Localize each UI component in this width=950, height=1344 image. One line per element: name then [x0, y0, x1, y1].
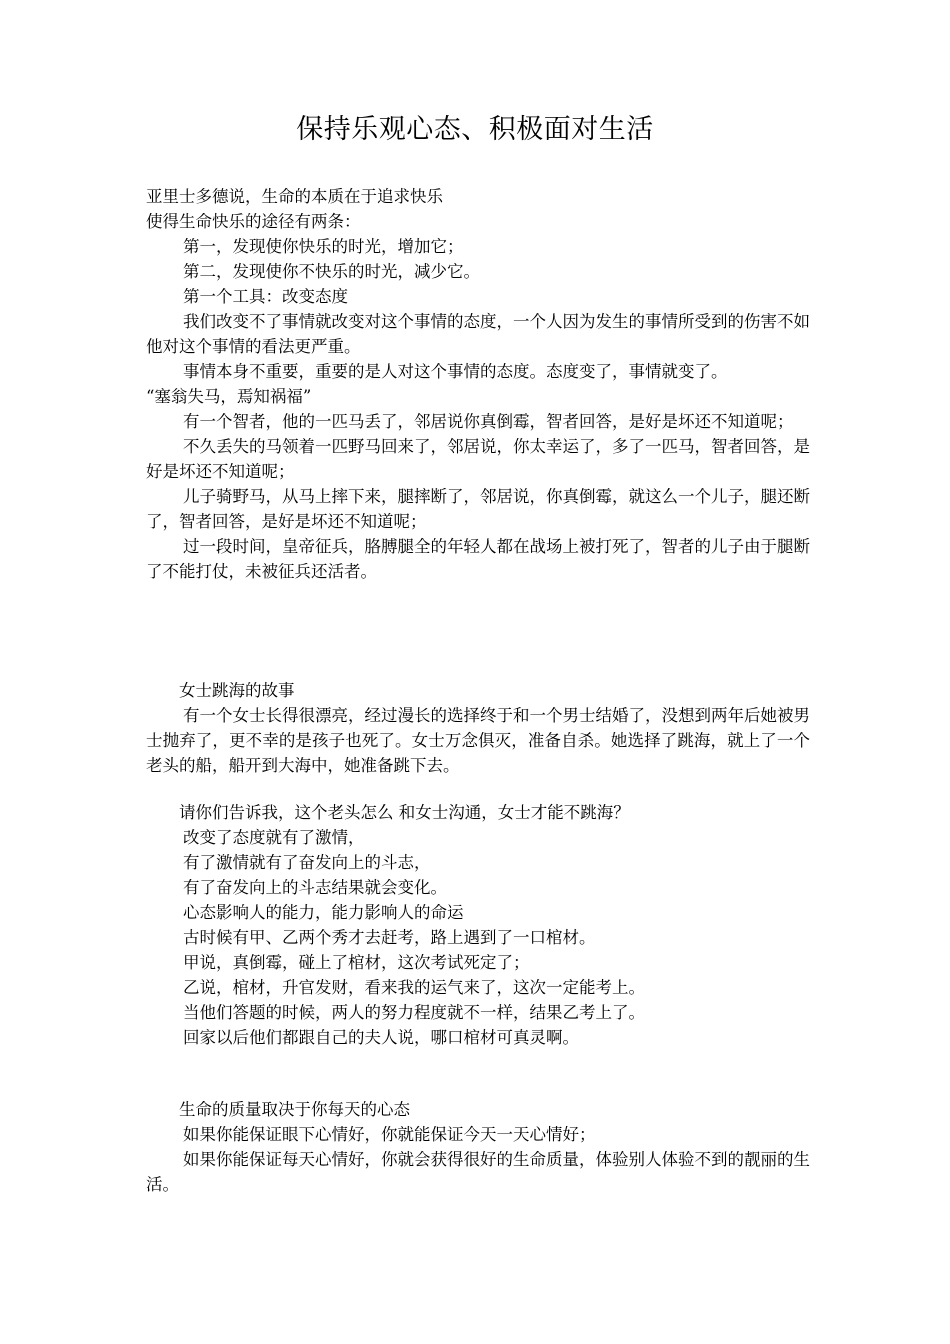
paragraph: 有一个女士长得很漂亮，经过漫长的选择终于和一个男士结婚了，没想到两年后她被男士抛弃了，更不幸的是孩子也死了。女士万念俱灭，准备自杀。她选择了跳海，就上了一个老头的船，船开到大海中，她准备跳下去。	[146, 706, 810, 775]
paragraph: 甲说，真倒霉，碰上了棺材，这次考试死定了；	[183, 953, 530, 972]
paragraph: 回家以后他们都跟自己的夫人说，哪口棺材可真灵啊。	[183, 1028, 579, 1047]
section-life-quality	[146, 1097, 810, 1197]
paragraph: 儿子骑野马，从马上摔下来，腿摔断了，邻居说，你真倒霉，就这么一个儿子，腿还断了，智者回答，是好是坏还不知道呢；	[146, 487, 810, 531]
paragraph: 古时候有甲、乙两个秀才去赶考，路上遇到了一口棺材。	[183, 928, 596, 947]
question: 请你们告诉我，这个老头怎么 和女士沟通，女士才能不跳海？	[179, 803, 630, 822]
paragraph: 改变了态度就有了激情，	[183, 828, 365, 847]
section-heading: 女士跳海的故事	[179, 681, 295, 700]
paragraph: 第一，发现使你快乐的时光，增加它；	[183, 237, 464, 256]
paragraph: 第二，发现使你不快乐的时光，减少它。	[183, 262, 480, 281]
paragraph: 有了奋发向上的斗志结果就会变化。	[183, 878, 447, 897]
paragraph: 有一个智者，他的一匹马丢了，邻居说你真倒霉，智者回答，是好是坏还不知道呢；	[183, 412, 794, 431]
section-heading: 第一个工具：改变态度	[183, 287, 348, 306]
paragraph: 事情本身不重要，重要的是人对这个事情的态度。态度变了，事情就变了。	[183, 362, 728, 381]
paragraph: 当他们答题的时候，两人的努力程度就不一样，结果乙考上了。	[183, 1003, 645, 1022]
paragraph: 有了激情就有了奋发向上的斗志，	[183, 853, 431, 872]
section-heading: 生命的质量取决于你每天的心态	[179, 1100, 410, 1119]
paragraph: 我们改变不了事情就改变对这个事情的态度，一个人因为发生的事情所受到的伤害不如他对这个事情的看法更严重。	[146, 312, 810, 356]
paragraph: 如果你能保证眼下心情好，你就能保证今天一天心情好；	[183, 1125, 596, 1144]
paragraph: 过一段时间，皇帝征兵，胳膊腿全的年轻人都在战场上被打死了，智者的儿子由于腿断了不能打仗，未被征兵还活者。	[146, 537, 810, 581]
story-heading: “塞翁失马，焉知祸福”	[146, 387, 312, 406]
paragraph: 乙说，棺材，升官发财，看来我的运气来了，这次一定能考上。	[183, 978, 645, 997]
section-attitude	[146, 800, 810, 1050]
paragraph: 亚里士多德说，生命的本质在于追求快乐	[146, 187, 443, 206]
document-title: 保持乐观心态、积极面对生活	[296, 114, 654, 145]
paragraph: 心态影响人的能力，能力影响人的命运	[183, 903, 464, 922]
paragraph: 使得生命快乐的途径有两条：	[146, 212, 361, 231]
section-woman-story	[146, 678, 810, 778]
paragraph: 如果你能保证每天心情好，你就会获得很好的生命质量，体验别人体验不到的靓丽的生活。	[146, 1150, 810, 1194]
paragraph: 不久丢失的马领着一匹野马回来了，邻居说，你太幸运了，多了一匹马，智者回答，是好是坏还不知道呢；	[146, 437, 810, 481]
section-philosophy	[146, 184, 810, 584]
